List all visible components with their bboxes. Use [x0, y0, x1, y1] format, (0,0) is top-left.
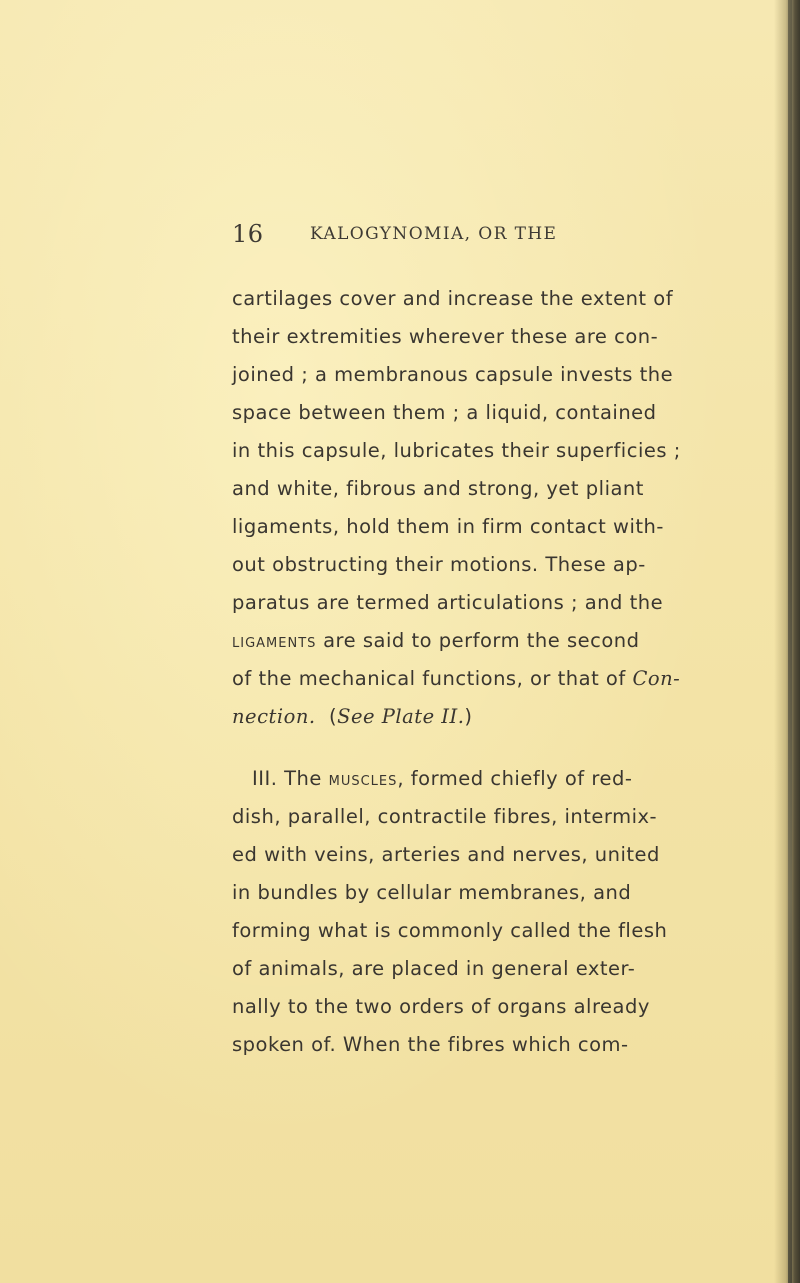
text-line: ligaments are said to perform the second — [232, 629, 640, 652]
text-line: of the mechanical functions, or that of Con- — [232, 667, 681, 690]
plate-reference: See Plate II. — [337, 705, 465, 728]
small-caps-term: muscles — [328, 768, 398, 790]
text-line: out obstructing their motions. These ap- — [232, 553, 646, 576]
text-line: space between them ; a liquid, contained — [232, 401, 657, 424]
text-line: of animals, are placed in general exter- — [232, 957, 636, 980]
running-head: KALOGYNOMIA, OR THE — [310, 224, 558, 244]
text-line: nally to the two orders of organs already — [232, 995, 650, 1018]
page-header — [232, 220, 732, 260]
text-line: in bundles by cellular membranes, and — [232, 881, 632, 904]
text-line: forming what is commonly called the flesh — [232, 919, 668, 942]
text-line: nection. (See Plate II.) — [232, 705, 473, 728]
text-line: paratus are termed articulations ; and the — [232, 591, 664, 614]
page-spine-shadow — [774, 0, 800, 1283]
text-line: dish, parallel, contractile fibres, intermix- — [232, 805, 658, 828]
text-line: joined ; a membranous capsule invests the — [232, 363, 674, 386]
text-line: in this capsule, lubricates their superficies ; — [232, 439, 681, 462]
paragraph-gap — [232, 736, 712, 760]
small-caps-term: ligaments — [232, 630, 317, 652]
text-line: cartilages cover and increase the extent of — [232, 287, 674, 310]
text-line: their extremities wherever these are con- — [232, 325, 659, 348]
italic-term: nection. — [232, 705, 316, 728]
italic-term: Con- — [632, 667, 681, 690]
text-line: ed with veins, arteries and nerves, united — [232, 843, 660, 866]
text-line: spoken of. When the fibres which com- — [232, 1033, 629, 1056]
body-text — [232, 280, 712, 1064]
text-line: and white, fibrous and strong, yet pliant — [232, 477, 644, 500]
page-number: 16 — [232, 220, 264, 248]
page-spine-edge — [788, 0, 792, 1283]
paragraph-start-line: III. The muscles, formed chiefly of red- — [252, 767, 633, 790]
text-line: ligaments, hold them in firm contact with- — [232, 515, 664, 538]
